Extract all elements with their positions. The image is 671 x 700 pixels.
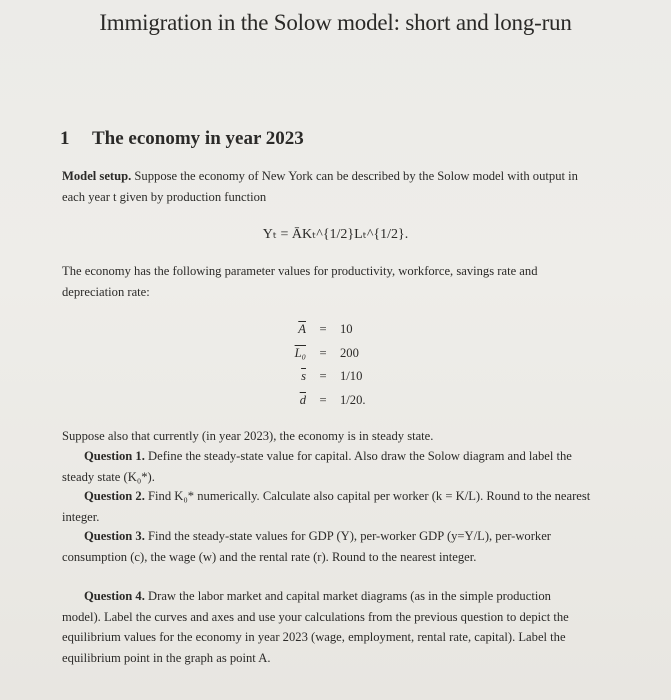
production-function — [0, 226, 671, 243]
steady-state-text: Suppose also that currently (in year 2023), the economy is in steady state. — [62, 429, 434, 443]
question-label: Question 2. — [84, 489, 145, 503]
equals-sign: = — [319, 322, 327, 337]
model-setup-label: Model setup. — [62, 169, 132, 183]
section-number: 1 — [60, 128, 70, 149]
question-label: Question 4. — [84, 589, 145, 603]
param-value: 200 — [340, 345, 359, 360]
equals-sign: = — [319, 345, 327, 360]
param-row — [282, 365, 400, 389]
section-title: The economy in year 2023 — [92, 128, 304, 149]
param-symbol: L₀ — [294, 345, 306, 360]
param-row — [282, 342, 400, 366]
question-text: Find the steady-state values for GDP (Y), per-worker GDP (y=Y/L), per-worker consumption (c), the wage (w) and the rental rate (r). Round to the nearest integer. — [62, 529, 551, 564]
param-row — [282, 318, 400, 342]
question-label: Question 3. — [84, 529, 145, 543]
equals-sign: = — [319, 369, 327, 384]
param-symbol: $\overline{s}$ — [301, 369, 306, 384]
param-value: 1/20. — [340, 392, 366, 407]
param-value: 1/10 — [340, 369, 363, 384]
params-intro: The economy has the following parameter values for productivity, workforce, savings rate and depreciation rate: — [62, 264, 538, 299]
question-4 — [62, 586, 592, 668]
param-row — [282, 389, 400, 413]
question-text: Define the steady-state value for capital. Also draw the Solow diagram and label the steady state (K₀*). — [62, 449, 572, 484]
document-title: Immigration in the Solow model: short and long-run — [99, 10, 572, 35]
question-2 — [62, 486, 592, 527]
question-text: Find K₀* numerically. Calculate also capital per worker (k = K/L). Round to the nearest integer. — [62, 489, 591, 524]
question-label: Question 1. — [84, 449, 145, 463]
model-setup-text: Suppose the economy of New York can be described by the Solow model with output in each year t given by production function — [62, 169, 578, 204]
param-symbol: $\overline{d}$ — [299, 392, 306, 407]
equals-sign: = — [319, 392, 327, 407]
question-3 — [62, 526, 592, 567]
section-heading — [60, 128, 304, 150]
production-function-text: Yₜ = ĀKₜ^{1/2}Lₜ^{1/2}. — [262, 227, 409, 242]
question-1 — [62, 446, 592, 487]
param-value: 10 — [340, 322, 353, 337]
parameter-table — [282, 318, 400, 412]
question-text: Draw the labor market and capital market diagrams (as in the simple production model). Label the curves and axes and use your calculations from the previous question to depict the equilibrium values for the economy in year 2023 (wage, employment, rental rate, capital). Label the equilibrium point in the graph as point A. — [62, 589, 569, 665]
model-setup-paragraph — [62, 166, 598, 207]
param-symbol: $\overline{A}$ — [298, 322, 306, 337]
